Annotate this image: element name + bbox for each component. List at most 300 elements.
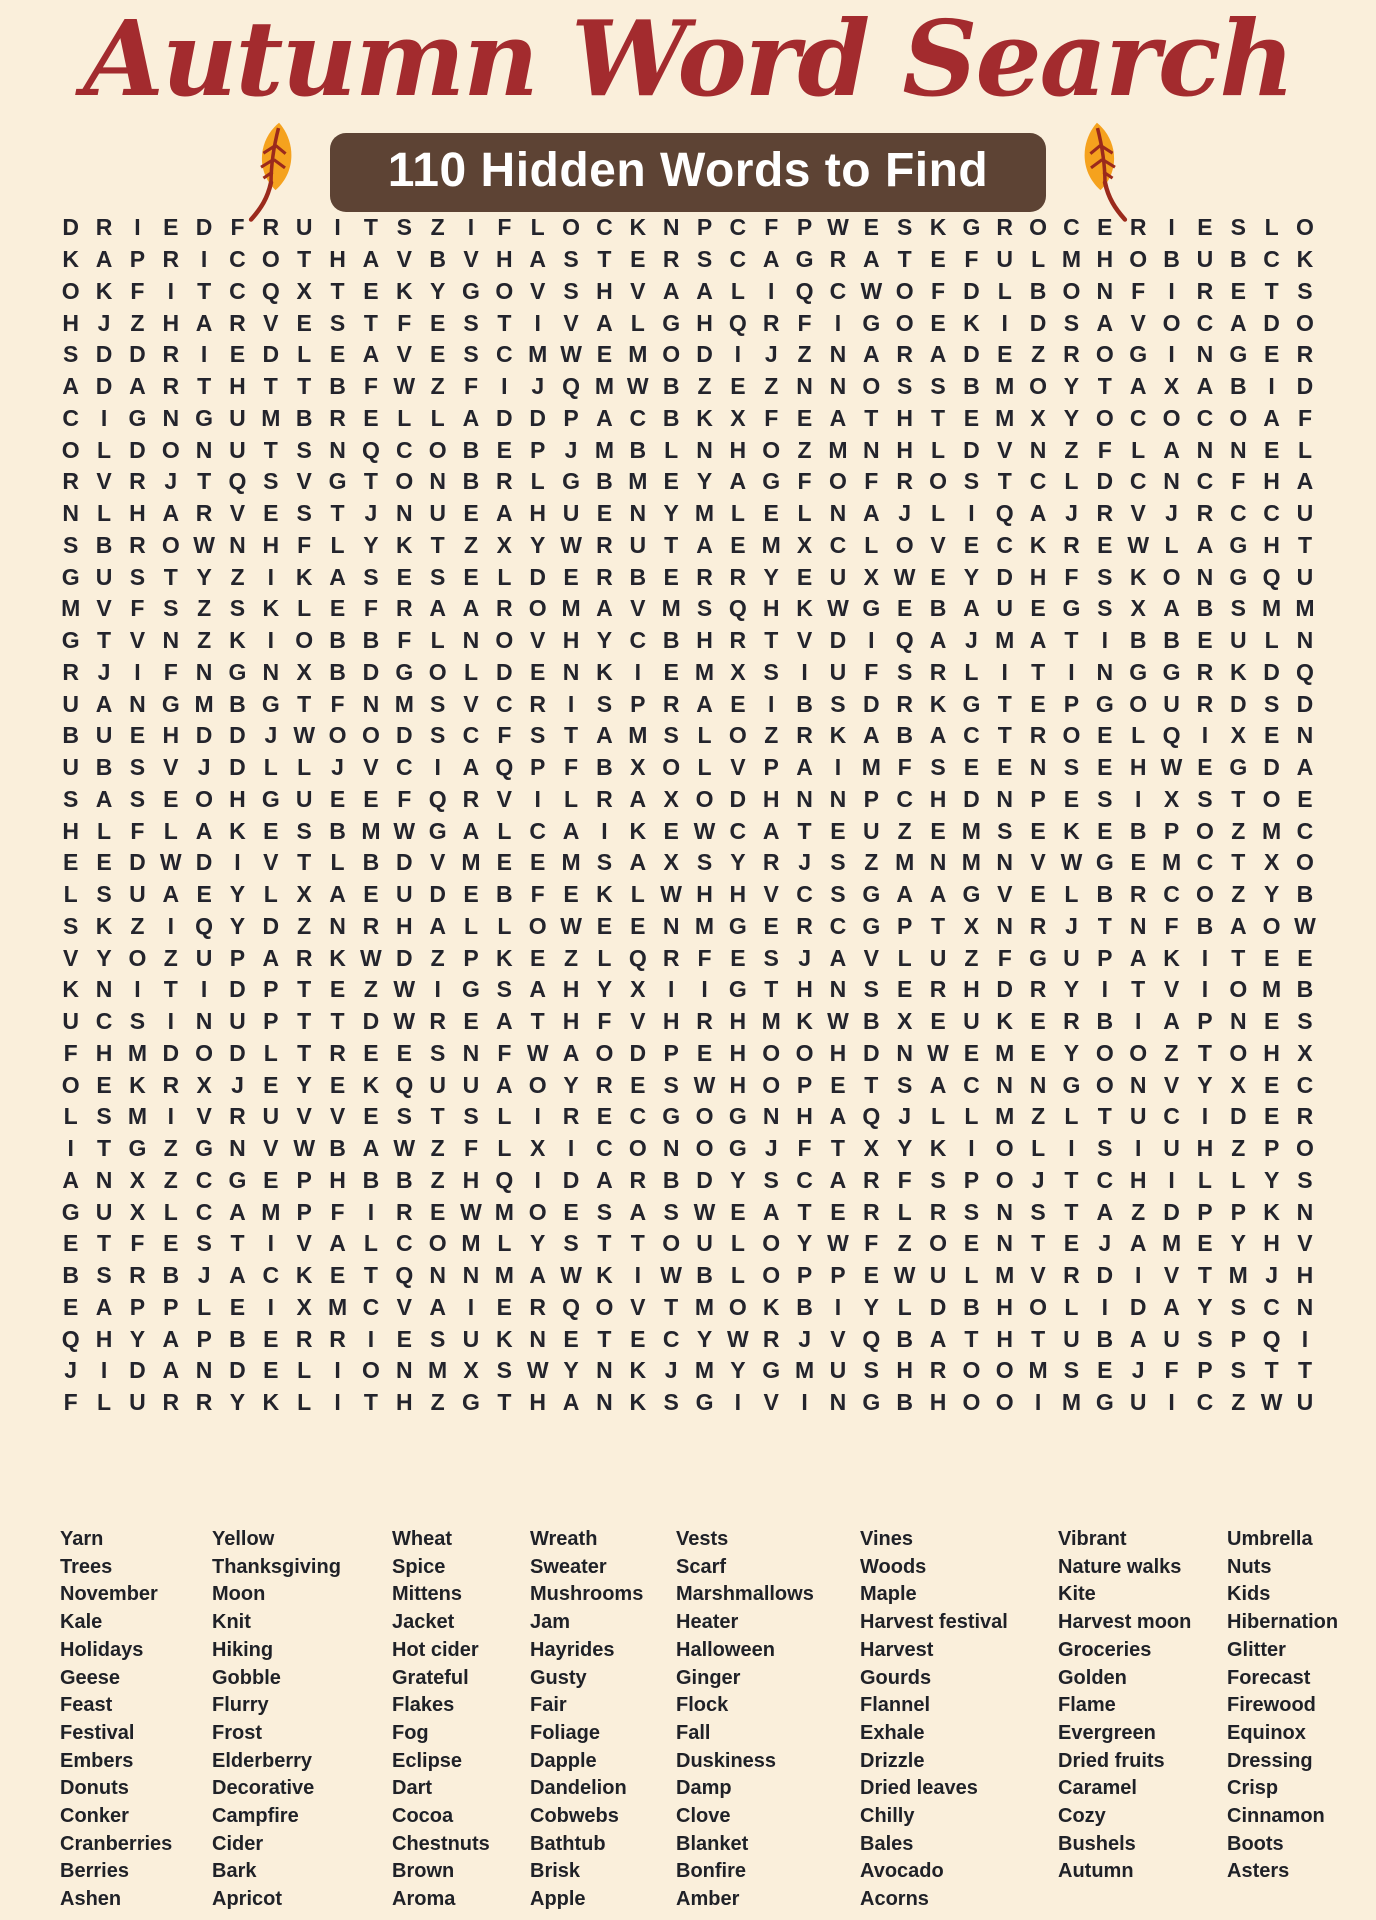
grid-letter[interactable]: O — [962, 1357, 981, 1384]
grid-letter[interactable]: J — [964, 627, 978, 654]
grid-letter[interactable]: T — [530, 1008, 545, 1035]
grid-letter[interactable]: T — [597, 1325, 612, 1352]
grid-letter[interactable]: F — [397, 309, 412, 336]
grid-letter[interactable]: W — [893, 1262, 916, 1289]
grid-letter[interactable]: F — [497, 1039, 512, 1066]
grid-letter[interactable]: L — [1064, 1293, 1079, 1320]
grid-letter[interactable]: D — [729, 785, 747, 812]
grid-letter[interactable]: E — [963, 1039, 980, 1066]
grid-letter[interactable]: S — [1097, 1135, 1113, 1162]
grid-letter[interactable]: T — [930, 404, 946, 431]
word-item[interactable]: Duskiness — [676, 1749, 777, 1772]
grid-letter[interactable]: S — [263, 468, 279, 495]
grid-letter[interactable]: E — [229, 341, 246, 368]
grid-letter[interactable]: G — [328, 468, 347, 495]
grid-letter[interactable]: D — [395, 849, 413, 876]
grid-letter[interactable]: C — [195, 1166, 213, 1193]
grid-letter[interactable]: W — [393, 1135, 416, 1162]
grid-letter[interactable]: L — [1264, 214, 1279, 241]
grid-letter[interactable]: G — [228, 658, 247, 685]
grid-letter[interactable]: N — [395, 1357, 413, 1384]
grid-letter[interactable]: R — [1029, 722, 1047, 749]
grid-letter[interactable]: L — [1064, 1103, 1079, 1130]
grid-letter[interactable]: N — [996, 1198, 1014, 1225]
grid-letter[interactable]: G — [1095, 849, 1114, 876]
grid-letter[interactable]: Y — [229, 881, 246, 908]
grid-letter[interactable]: R — [1196, 658, 1214, 685]
grid-letter[interactable]: M — [561, 849, 581, 876]
grid-letter[interactable]: C — [963, 722, 980, 749]
word-item[interactable]: Sweater — [530, 1555, 607, 1578]
grid-letter[interactable]: D — [1296, 690, 1314, 717]
grid-letter[interactable]: Q — [395, 1262, 414, 1289]
grid-letter[interactable]: Y — [363, 531, 379, 558]
grid-letter[interactable]: W — [393, 373, 416, 400]
grid-letter[interactable]: M — [995, 404, 1015, 431]
grid-letter[interactable]: T — [263, 373, 278, 400]
grid-letter[interactable]: H — [762, 785, 780, 812]
grid-letter[interactable]: R — [362, 912, 380, 939]
grid-letter[interactable]: L — [997, 277, 1012, 304]
word-item[interactable]: Vines — [860, 1528, 913, 1550]
grid-letter[interactable]: Z — [964, 944, 979, 971]
grid-letter[interactable]: J — [564, 436, 578, 463]
grid-letter[interactable]: D — [1263, 754, 1280, 781]
word-item[interactable]: Aroma — [392, 1888, 456, 1911]
grid-letter[interactable]: H — [562, 976, 580, 1003]
grid-letter[interactable]: Q — [495, 754, 514, 781]
grid-letter[interactable]: E — [1097, 531, 1113, 558]
grid-letter[interactable]: B — [963, 1293, 980, 1320]
grid-letter[interactable]: O — [528, 595, 547, 622]
grid-letter[interactable]: S — [696, 595, 713, 622]
grid-letter[interactable]: S — [1197, 785, 1213, 812]
grid-letter[interactable]: O — [695, 785, 714, 812]
grid-letter[interactable]: D — [229, 722, 246, 749]
grid-letter[interactable]: J — [197, 754, 211, 781]
grid-letter[interactable]: R — [762, 849, 780, 876]
grid-letter[interactable]: G — [728, 1135, 747, 1162]
grid-letter[interactable]: S — [763, 944, 779, 971]
word-item[interactable]: Ashen — [60, 1888, 122, 1911]
grid-letter[interactable]: T — [197, 373, 212, 400]
grid-letter[interactable]: D — [1096, 468, 1114, 495]
grid-letter[interactable]: B — [362, 849, 380, 876]
grid-letter[interactable]: N — [95, 976, 113, 1003]
grid-letter[interactable]: G — [462, 277, 480, 304]
word-item[interactable]: November — [60, 1583, 158, 1606]
grid-letter[interactable]: Z — [430, 944, 445, 971]
grid-letter[interactable]: R — [729, 627, 747, 654]
grid-letter[interactable]: L — [530, 468, 545, 495]
grid-letter[interactable]: R — [295, 944, 313, 971]
grid-letter[interactable]: R — [329, 1039, 346, 1066]
grid-letter[interactable]: R — [1196, 690, 1214, 717]
grid-letter[interactable]: C — [1196, 1389, 1214, 1416]
grid-letter[interactable]: M — [261, 1198, 281, 1225]
word-item[interactable]: Eclipse — [392, 1749, 463, 1772]
grid-letter[interactable]: D — [195, 214, 213, 241]
grid-letter[interactable]: I — [134, 976, 141, 1003]
word-item[interactable]: Elderberry — [212, 1749, 313, 1772]
grid-letter[interactable]: N — [229, 531, 246, 558]
grid-letter[interactable]: T — [430, 1103, 445, 1130]
grid-letter[interactable]: Y — [696, 468, 713, 495]
grid-letter[interactable]: I — [1134, 785, 1142, 812]
grid-letter[interactable]: N — [1196, 436, 1214, 463]
grid-letter[interactable]: W — [1160, 754, 1183, 781]
grid-letter[interactable]: L — [463, 912, 479, 939]
grid-letter[interactable]: Z — [163, 1135, 178, 1162]
grid-letter[interactable]: B — [1229, 373, 1247, 400]
grid-letter[interactable]: W — [693, 1071, 716, 1098]
grid-letter[interactable]: A — [596, 595, 613, 622]
grid-letter[interactable]: M — [694, 1293, 715, 1320]
grid-letter[interactable]: E — [463, 1008, 479, 1035]
grid-letter[interactable]: I — [67, 1135, 74, 1162]
grid-letter[interactable]: G — [728, 976, 747, 1003]
grid-letter[interactable]: E — [830, 1198, 846, 1225]
grid-letter[interactable]: R — [329, 404, 346, 431]
grid-letter[interactable]: N — [1029, 436, 1047, 463]
grid-letter[interactable]: X — [630, 754, 646, 781]
grid-letter[interactable]: Y — [1063, 404, 1080, 431]
grid-letter[interactable]: O — [428, 1230, 447, 1257]
grid-letter[interactable]: U — [929, 944, 947, 971]
grid-letter[interactable]: H — [62, 309, 79, 336]
grid-letter[interactable]: L — [97, 436, 112, 463]
grid-letter[interactable]: E — [263, 1166, 279, 1193]
grid-letter[interactable]: F — [1064, 563, 1079, 590]
grid-letter[interactable]: L — [263, 754, 278, 781]
grid-letter[interactable]: G — [428, 817, 447, 844]
grid-letter[interactable]: M — [961, 849, 981, 876]
grid-letter[interactable]: R — [1196, 277, 1214, 304]
grid-letter[interactable]: H — [996, 1293, 1014, 1320]
grid-letter[interactable]: D — [229, 1357, 246, 1384]
grid-letter[interactable]: T — [97, 1230, 112, 1257]
grid-letter[interactable]: N — [329, 912, 346, 939]
grid-letter[interactable]: D — [129, 341, 146, 368]
grid-letter[interactable]: E — [363, 785, 379, 812]
grid-letter[interactable]: N — [129, 690, 146, 717]
grid-letter[interactable]: N — [829, 341, 847, 368]
grid-letter[interactable]: T — [1197, 1039, 1212, 1066]
grid-letter[interactable]: I — [334, 214, 341, 241]
grid-letter[interactable]: B — [1029, 277, 1047, 304]
grid-letter[interactable]: Q — [428, 785, 447, 812]
grid-letter[interactable]: S — [129, 785, 146, 812]
grid-letter[interactable]: A — [696, 277, 713, 304]
grid-letter[interactable]: U — [929, 1262, 947, 1289]
grid-letter[interactable]: S — [429, 1039, 446, 1066]
grid-letter[interactable]: Y — [1197, 1071, 1213, 1098]
word-item[interactable]: Acorns — [860, 1888, 929, 1911]
grid-letter[interactable]: O — [762, 1262, 781, 1289]
grid-letter[interactable]: D — [1029, 309, 1047, 336]
grid-letter[interactable]: T — [997, 468, 1012, 495]
grid-letter[interactable]: K — [1029, 531, 1047, 558]
grid-letter[interactable]: U — [429, 500, 446, 527]
grid-letter[interactable]: J — [231, 1071, 244, 1098]
grid-letter[interactable]: N — [829, 785, 847, 812]
grid-letter[interactable]: T — [1131, 976, 1146, 1003]
grid-letter[interactable]: E — [663, 817, 679, 844]
grid-letter[interactable]: F — [130, 595, 145, 622]
grid-letter[interactable]: C — [395, 1230, 413, 1257]
grid-letter[interactable]: W — [626, 373, 649, 400]
grid-letter[interactable]: V — [930, 531, 946, 558]
grid-letter[interactable]: Z — [1231, 1135, 1246, 1162]
grid-letter[interactable]: A — [596, 1166, 613, 1193]
grid-letter[interactable]: S — [1230, 595, 1246, 622]
grid-letter[interactable]: L — [1131, 722, 1146, 749]
grid-letter[interactable]: V — [396, 246, 412, 273]
grid-letter[interactable]: I — [834, 1293, 842, 1320]
grid-letter[interactable]: A — [429, 595, 446, 622]
grid-letter[interactable]: H — [229, 785, 246, 812]
grid-letter[interactable]: F — [363, 595, 378, 622]
word-item[interactable]: Equinox — [1227, 1721, 1306, 1744]
word-item[interactable]: Boots — [1227, 1832, 1284, 1855]
grid-letter[interactable]: D — [1229, 690, 1247, 717]
grid-letter[interactable]: U — [1129, 1389, 1147, 1416]
grid-letter[interactable]: G — [261, 785, 280, 812]
grid-letter[interactable]: K — [496, 1325, 513, 1352]
grid-letter[interactable]: V — [1163, 1071, 1180, 1098]
grid-letter[interactable]: I — [1301, 1325, 1309, 1352]
grid-letter[interactable]: I — [1168, 277, 1175, 304]
grid-letter[interactable]: E — [163, 214, 179, 241]
grid-letter[interactable]: S — [496, 1357, 513, 1384]
grid-letter[interactable]: A — [1229, 309, 1247, 336]
grid-letter[interactable]: P — [263, 976, 279, 1003]
grid-letter[interactable]: V — [530, 277, 546, 304]
grid-letter[interactable]: B — [662, 627, 680, 654]
grid-letter[interactable]: X — [296, 658, 312, 685]
grid-letter[interactable]: R — [529, 1293, 547, 1320]
grid-letter[interactable]: G — [1162, 658, 1181, 685]
grid-letter[interactable]: C — [963, 1071, 980, 1098]
grid-letter[interactable]: J — [898, 1103, 912, 1130]
grid-letter[interactable]: E — [1263, 436, 1280, 463]
grid-letter[interactable]: O — [562, 214, 581, 241]
grid-letter[interactable]: A — [529, 1262, 547, 1289]
grid-letter[interactable]: E — [863, 1262, 879, 1289]
grid-letter[interactable]: C — [829, 531, 847, 558]
grid-letter[interactable]: E — [263, 1071, 279, 1098]
grid-letter[interactable]: I — [768, 277, 775, 304]
grid-letter[interactable]: E — [1263, 722, 1280, 749]
grid-letter[interactable]: E — [496, 849, 513, 876]
grid-letter[interactable]: J — [97, 658, 111, 685]
grid-letter[interactable]: F — [764, 214, 779, 241]
grid-letter[interactable]: D — [129, 849, 146, 876]
grid-letter[interactable]: C — [496, 341, 513, 368]
grid-letter[interactable]: S — [96, 881, 112, 908]
grid-letter[interactable]: V — [1030, 849, 1046, 876]
grid-letter[interactable]: E — [429, 341, 446, 368]
grid-letter[interactable]: B — [162, 1262, 180, 1289]
grid-letter[interactable]: G — [195, 404, 214, 431]
grid-letter[interactable]: E — [1063, 1230, 1080, 1257]
grid-letter[interactable]: L — [1231, 1166, 1246, 1193]
grid-letter[interactable]: I — [1168, 1166, 1175, 1193]
grid-letter[interactable]: G — [762, 468, 781, 495]
grid-letter[interactable]: E — [1097, 1357, 1113, 1384]
grid-letter[interactable]: N — [596, 1389, 613, 1416]
grid-letter[interactable]: P — [1230, 1325, 1246, 1352]
grid-letter[interactable]: E — [163, 785, 179, 812]
grid-letter[interactable]: U — [629, 531, 647, 558]
grid-letter[interactable]: C — [629, 1103, 647, 1130]
grid-letter[interactable]: B — [362, 627, 380, 654]
grid-letter[interactable]: D — [95, 341, 113, 368]
grid-letter[interactable]: R — [162, 246, 180, 273]
grid-letter[interactable]: S — [363, 563, 379, 590]
grid-letter[interactable]: A — [829, 1103, 847, 1130]
word-item[interactable]: Woods — [860, 1555, 927, 1578]
grid-letter[interactable]: M — [127, 1103, 147, 1130]
grid-letter[interactable]: S — [1230, 1357, 1246, 1384]
grid-letter[interactable]: L — [63, 1103, 78, 1130]
grid-letter[interactable]: R — [295, 1325, 313, 1352]
grid-letter[interactable]: G — [1095, 1389, 1114, 1416]
grid-letter[interactable]: N — [362, 690, 380, 717]
grid-letter[interactable]: M — [194, 690, 214, 717]
grid-letter[interactable]: C — [729, 214, 747, 241]
grid-letter[interactable]: Y — [730, 1357, 746, 1384]
grid-letter[interactable]: H — [162, 722, 180, 749]
grid-letter[interactable]: M — [628, 341, 648, 368]
grid-letter[interactable]: L — [1131, 436, 1146, 463]
grid-letter[interactable]: H — [829, 1039, 847, 1066]
grid-letter[interactable]: R — [729, 563, 747, 590]
word-item[interactable]: Drizzle — [860, 1749, 925, 1772]
grid-letter[interactable]: M — [995, 1103, 1015, 1130]
grid-letter[interactable]: L — [797, 500, 812, 527]
grid-letter[interactable]: M — [694, 658, 715, 685]
grid-letter[interactable]: B — [1129, 627, 1147, 654]
grid-letter[interactable]: N — [229, 1135, 246, 1162]
grid-letter[interactable]: S — [1097, 595, 1113, 622]
grid-letter[interactable]: S — [63, 531, 79, 558]
grid-letter[interactable]: T — [163, 976, 178, 1003]
grid-letter[interactable]: H — [395, 1389, 413, 1416]
grid-letter[interactable]: S — [1063, 754, 1080, 781]
grid-letter[interactable]: K — [596, 881, 613, 908]
grid-letter[interactable]: F — [1131, 277, 1146, 304]
grid-letter[interactable]: L — [664, 436, 679, 463]
grid-letter[interactable]: I — [134, 214, 141, 241]
grid-letter[interactable]: B — [329, 658, 346, 685]
grid-letter[interactable]: T — [297, 976, 312, 1003]
grid-letter[interactable]: M — [1262, 817, 1282, 844]
word-item[interactable]: Apricot — [212, 1888, 282, 1911]
grid-letter[interactable]: S — [763, 1166, 779, 1193]
grid-letter[interactable]: A — [95, 785, 113, 812]
grid-letter[interactable]: V — [196, 1103, 212, 1130]
grid-letter[interactable]: F — [1164, 1357, 1179, 1384]
grid-letter[interactable]: Y — [1197, 1293, 1213, 1320]
grid-letter[interactable]: T — [1031, 658, 1046, 685]
grid-letter[interactable]: A — [862, 246, 880, 273]
grid-letter[interactable]: I — [100, 404, 108, 431]
grid-letter[interactable]: G — [1062, 1071, 1081, 1098]
grid-letter[interactable]: A — [62, 373, 79, 400]
grid-letter[interactable]: N — [95, 1166, 113, 1193]
grid-letter[interactable]: O — [295, 627, 314, 654]
grid-letter[interactable]: V — [396, 1293, 412, 1320]
grid-letter[interactable]: O — [662, 1230, 681, 1257]
grid-letter[interactable]: H — [729, 1039, 747, 1066]
grid-letter[interactable]: A — [829, 1166, 847, 1193]
grid-letter[interactable]: M — [1061, 1389, 1082, 1416]
grid-letter[interactable]: I — [200, 341, 208, 368]
grid-letter[interactable]: H — [329, 1166, 346, 1193]
grid-letter[interactable]: K — [796, 1008, 813, 1035]
grid-letter[interactable]: K — [1163, 944, 1180, 971]
grid-letter[interactable]: W — [660, 881, 682, 908]
word-item[interactable]: Campfire — [212, 1805, 299, 1828]
grid-letter[interactable]: S — [429, 1325, 446, 1352]
grid-letter[interactable]: S — [1063, 309, 1080, 336]
grid-letter[interactable]: Z — [197, 595, 212, 622]
grid-letter[interactable]: U — [229, 1008, 246, 1035]
grid-letter[interactable]: K — [829, 722, 847, 749]
grid-letter[interactable]: O — [1262, 912, 1281, 939]
grid-letter[interactable]: U — [696, 1230, 713, 1257]
grid-letter[interactable]: R — [162, 341, 180, 368]
grid-letter[interactable]: A — [462, 754, 480, 781]
grid-letter[interactable]: A — [1163, 1293, 1180, 1320]
grid-letter[interactable]: A — [562, 817, 580, 844]
grid-letter[interactable]: X — [296, 1293, 312, 1320]
grid-letter[interactable]: O — [895, 277, 914, 304]
grid-letter[interactable]: J — [1165, 500, 1178, 527]
grid-letter[interactable]: O — [528, 912, 547, 939]
grid-letter[interactable]: F — [530, 881, 545, 908]
grid-letter[interactable]: E — [1097, 754, 1113, 781]
grid-letter[interactable]: A — [62, 1166, 79, 1193]
grid-letter[interactable]: B — [1196, 595, 1214, 622]
grid-letter[interactable]: B — [95, 531, 113, 558]
grid-letter[interactable]: A — [662, 277, 680, 304]
grid-letter[interactable]: E — [429, 1198, 446, 1225]
grid-letter[interactable]: F — [330, 690, 345, 717]
grid-letter[interactable]: S — [863, 1357, 879, 1384]
grid-letter[interactable]: L — [430, 404, 445, 431]
grid-letter[interactable]: E — [1197, 627, 1213, 654]
grid-letter[interactable]: H — [562, 1008, 580, 1035]
word-item[interactable]: Flannel — [860, 1694, 931, 1717]
grid-letter[interactable]: G — [61, 1198, 80, 1225]
grid-letter[interactable]: K — [929, 214, 947, 241]
grid-letter[interactable]: Q — [728, 595, 747, 622]
word-item[interactable]: Marshmallows — [676, 1583, 814, 1606]
word-item[interactable]: Bark — [212, 1860, 257, 1883]
grid-letter[interactable]: M — [795, 1357, 815, 1384]
word-item[interactable]: Blanket — [676, 1832, 749, 1855]
grid-letter[interactable]: Z — [130, 912, 145, 939]
grid-letter[interactable]: L — [497, 1135, 512, 1162]
grid-letter[interactable]: O — [1229, 1039, 1248, 1066]
word-item[interactable]: Dandelion — [530, 1777, 627, 1800]
grid-letter[interactable]: T — [297, 1008, 312, 1035]
grid-letter[interactable]: D — [129, 1357, 146, 1384]
grid-letter[interactable]: R — [896, 690, 913, 717]
grid-letter[interactable]: E — [997, 754, 1013, 781]
